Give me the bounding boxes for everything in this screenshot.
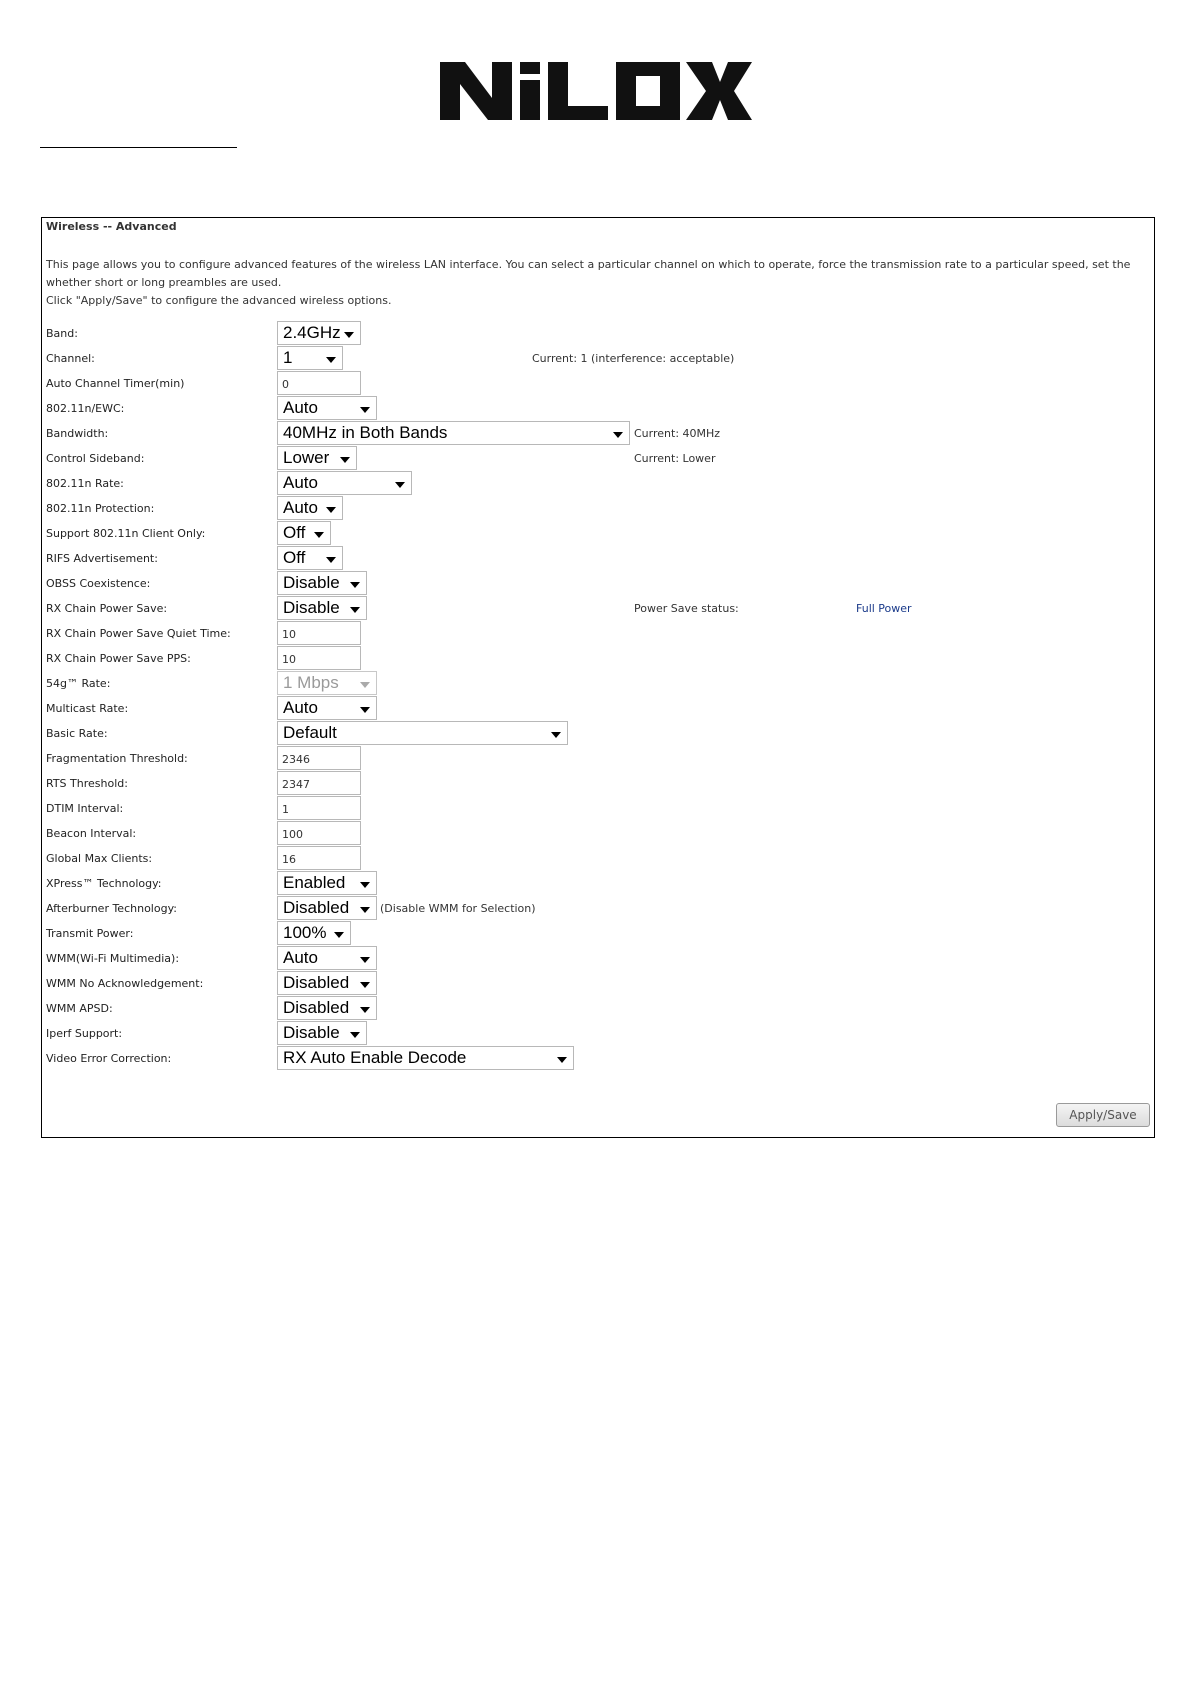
chevron-down-icon — [326, 507, 336, 513]
row-band — [46, 321, 1146, 346]
multicast-rate-select[interactable]: Auto — [277, 696, 377, 720]
afterburner-label: Afterburner Technology: — [46, 902, 177, 915]
transmit-power-select[interactable]: 100% — [277, 921, 351, 945]
wmm-select[interactable]: Auto — [277, 946, 377, 970]
chevron-down-icon — [551, 732, 561, 738]
frag-threshold-label: Fragmentation Threshold: — [46, 752, 188, 765]
row-n-protection — [46, 496, 1146, 521]
afterburner-select[interactable]: Disabled — [277, 896, 377, 920]
chevron-down-icon — [350, 1032, 360, 1038]
g-rate-label: 54g™ Rate: — [46, 677, 111, 690]
row-rx-power-save — [46, 596, 1146, 621]
multicast-rate-label: Multicast Rate: — [46, 702, 129, 715]
max-clients-label: Global Max Clients: — [46, 852, 153, 865]
wmm-label: WMM(Wi-Fi Multimedia): — [46, 952, 180, 965]
rifs-label: RIFS Advertisement: — [46, 552, 158, 565]
rx-pps-input[interactable]: 10 — [277, 646, 361, 670]
wmm-no-ack-label: WMM No Acknowledgement: — [46, 977, 204, 990]
row-wmm-no-ack — [46, 971, 1146, 996]
chevron-down-icon — [350, 582, 360, 588]
chevron-down-icon — [360, 682, 370, 688]
auto-channel-timer-input[interactable]: 0 — [277, 371, 361, 395]
n-rate-select[interactable]: Auto — [277, 471, 412, 495]
row-multicast-rate — [46, 696, 1146, 721]
page-title: Wireless -- Advanced — [46, 220, 177, 233]
row-iperf — [46, 1021, 1146, 1046]
row-basic-rate — [46, 721, 1146, 746]
row-beacon-interval — [46, 821, 1146, 846]
dtim-interval-input[interactable]: 1 — [277, 796, 361, 820]
wmm-no-ack-select[interactable]: Disabled — [277, 971, 377, 995]
transmit-power-label: Transmit Power: — [46, 927, 134, 940]
rx-quiet-time-label: RX Chain Power Save Quiet Time: — [46, 627, 231, 640]
n-protection-label: 802.11n Protection: — [46, 502, 155, 515]
chevron-down-icon — [360, 957, 370, 963]
chevron-down-icon — [360, 907, 370, 913]
row-wmm — [46, 946, 1146, 971]
chevron-down-icon — [340, 457, 350, 463]
channel-label: Channel: — [46, 352, 95, 365]
frag-threshold-input[interactable]: 2346 — [277, 746, 361, 770]
obss-label: OBSS Coexistence: — [46, 577, 151, 590]
row-auto-channel-timer — [46, 371, 1146, 396]
rifs-select[interactable]: Off — [277, 546, 343, 570]
band-select[interactable]: 2.4GHz — [277, 321, 361, 345]
row-n-rate — [46, 471, 1146, 496]
chevron-down-icon — [334, 932, 344, 938]
channel-current-note: Current: 1 (interference: acceptable) — [532, 352, 735, 365]
apply-save-button[interactable]: Apply/Save — [1056, 1103, 1150, 1127]
obss-select[interactable]: Disable — [277, 571, 367, 595]
row-dtim-interval — [46, 796, 1146, 821]
power-save-status-label: Power Save status: — [634, 602, 739, 615]
control-sideband-select[interactable]: Lower — [277, 446, 357, 470]
beacon-interval-input[interactable]: 100 — [277, 821, 361, 845]
chevron-down-icon — [326, 357, 336, 363]
chevron-down-icon — [326, 557, 336, 563]
row-xpress — [46, 871, 1146, 896]
row-rts-threshold — [46, 771, 1146, 796]
row-video-error — [46, 1046, 1146, 1071]
channel-select[interactable]: 1 — [277, 346, 343, 370]
row-max-clients — [46, 846, 1146, 871]
chevron-down-icon — [344, 332, 354, 338]
rx-power-save-select[interactable]: Disable — [277, 596, 367, 620]
beacon-interval-label: Beacon Interval: — [46, 827, 137, 840]
chevron-down-icon — [314, 532, 324, 538]
row-transmit-power — [46, 921, 1146, 946]
dtim-interval-label: DTIM Interval: — [46, 802, 124, 815]
iperf-label: Iperf Support: — [46, 1027, 123, 1040]
chevron-down-icon — [360, 982, 370, 988]
ewc-select[interactable]: Auto — [277, 396, 377, 420]
control-sideband-label: Control Sideband: — [46, 452, 145, 465]
chevron-down-icon — [557, 1057, 567, 1063]
ewc-label: 802.11n/EWC: — [46, 402, 125, 415]
bandwidth-label: Bandwidth: — [46, 427, 109, 440]
row-rx-pps — [46, 646, 1146, 671]
video-error-label: Video Error Correction: — [46, 1052, 172, 1065]
row-obss — [46, 571, 1146, 596]
row-rx-quiet-time — [46, 621, 1146, 646]
basic-rate-select[interactable]: Default — [277, 721, 568, 745]
row-afterburner — [46, 896, 1146, 921]
nilox-logo — [440, 62, 752, 132]
row-g-rate — [46, 671, 1146, 696]
wireless-advanced-panel — [41, 217, 1155, 1138]
rts-threshold-label: RTS Threshold: — [46, 777, 128, 790]
xpress-select[interactable]: Enabled — [277, 871, 377, 895]
chevron-down-icon — [395, 482, 405, 488]
power-save-status-value: Full Power — [856, 602, 912, 615]
g-rate-select: 1 Mbps — [277, 671, 377, 695]
n-protection-select[interactable]: Auto — [277, 496, 343, 520]
control-sideband-current-note: Current: Lower — [634, 452, 716, 465]
n-rate-label: 802.11n Rate: — [46, 477, 124, 490]
bandwidth-current-note: Current: 40MHz — [634, 427, 721, 440]
auto-channel-timer-label: Auto Channel Timer(min) — [46, 377, 185, 390]
n-client-only-select[interactable]: Off — [277, 521, 331, 545]
row-control-sideband — [46, 446, 1146, 471]
max-clients-input[interactable]: 16 — [277, 846, 361, 870]
wmm-apsd-select[interactable]: Disabled — [277, 996, 377, 1020]
n-client-only-label: Support 802.11n Client Only: — [46, 527, 206, 540]
row-frag-threshold — [46, 746, 1146, 771]
row-n-client-only — [46, 521, 1146, 546]
chevron-down-icon — [360, 1007, 370, 1013]
band-label: Band: — [46, 327, 78, 340]
xpress-label: XPress™ Technology: — [46, 877, 162, 890]
header-rule — [40, 147, 237, 148]
iperf-select[interactable]: Disable — [277, 1021, 367, 1045]
chevron-down-icon — [360, 707, 370, 713]
rx-pps-label: RX Chain Power Save PPS: — [46, 652, 191, 665]
wmm-apsd-label: WMM APSD: — [46, 1002, 113, 1015]
page-description: This page allows you to configure advanced features of the wireless LAN interface. You can select a particular channel on which to operate, force the transmission rate to a particular speed, set the whether short or long preambles are used. Click "Apply/Save" to configure the advanced wireless options. — [46, 258, 1131, 307]
video-error-select[interactable]: RX Auto Enable Decode — [277, 1046, 574, 1070]
row-rifs — [46, 546, 1146, 571]
basic-rate-label: Basic Rate: — [46, 727, 108, 740]
row-channel — [46, 346, 1146, 371]
chevron-down-icon — [613, 432, 623, 438]
rts-threshold-input[interactable]: 2347 — [277, 771, 361, 795]
row-wmm-apsd — [46, 996, 1146, 1021]
afterburner-note: (Disable WMM for Selection) — [380, 902, 536, 915]
chevron-down-icon — [360, 407, 370, 413]
row-bandwidth — [46, 421, 1146, 446]
row-ewc — [46, 396, 1146, 421]
rx-power-save-label: RX Chain Power Save: — [46, 602, 168, 615]
rx-quiet-time-input[interactable]: 10 — [277, 621, 361, 645]
chevron-down-icon — [350, 607, 360, 613]
bandwidth-select[interactable]: 40MHz in Both Bands — [277, 421, 630, 445]
chevron-down-icon — [360, 882, 370, 888]
